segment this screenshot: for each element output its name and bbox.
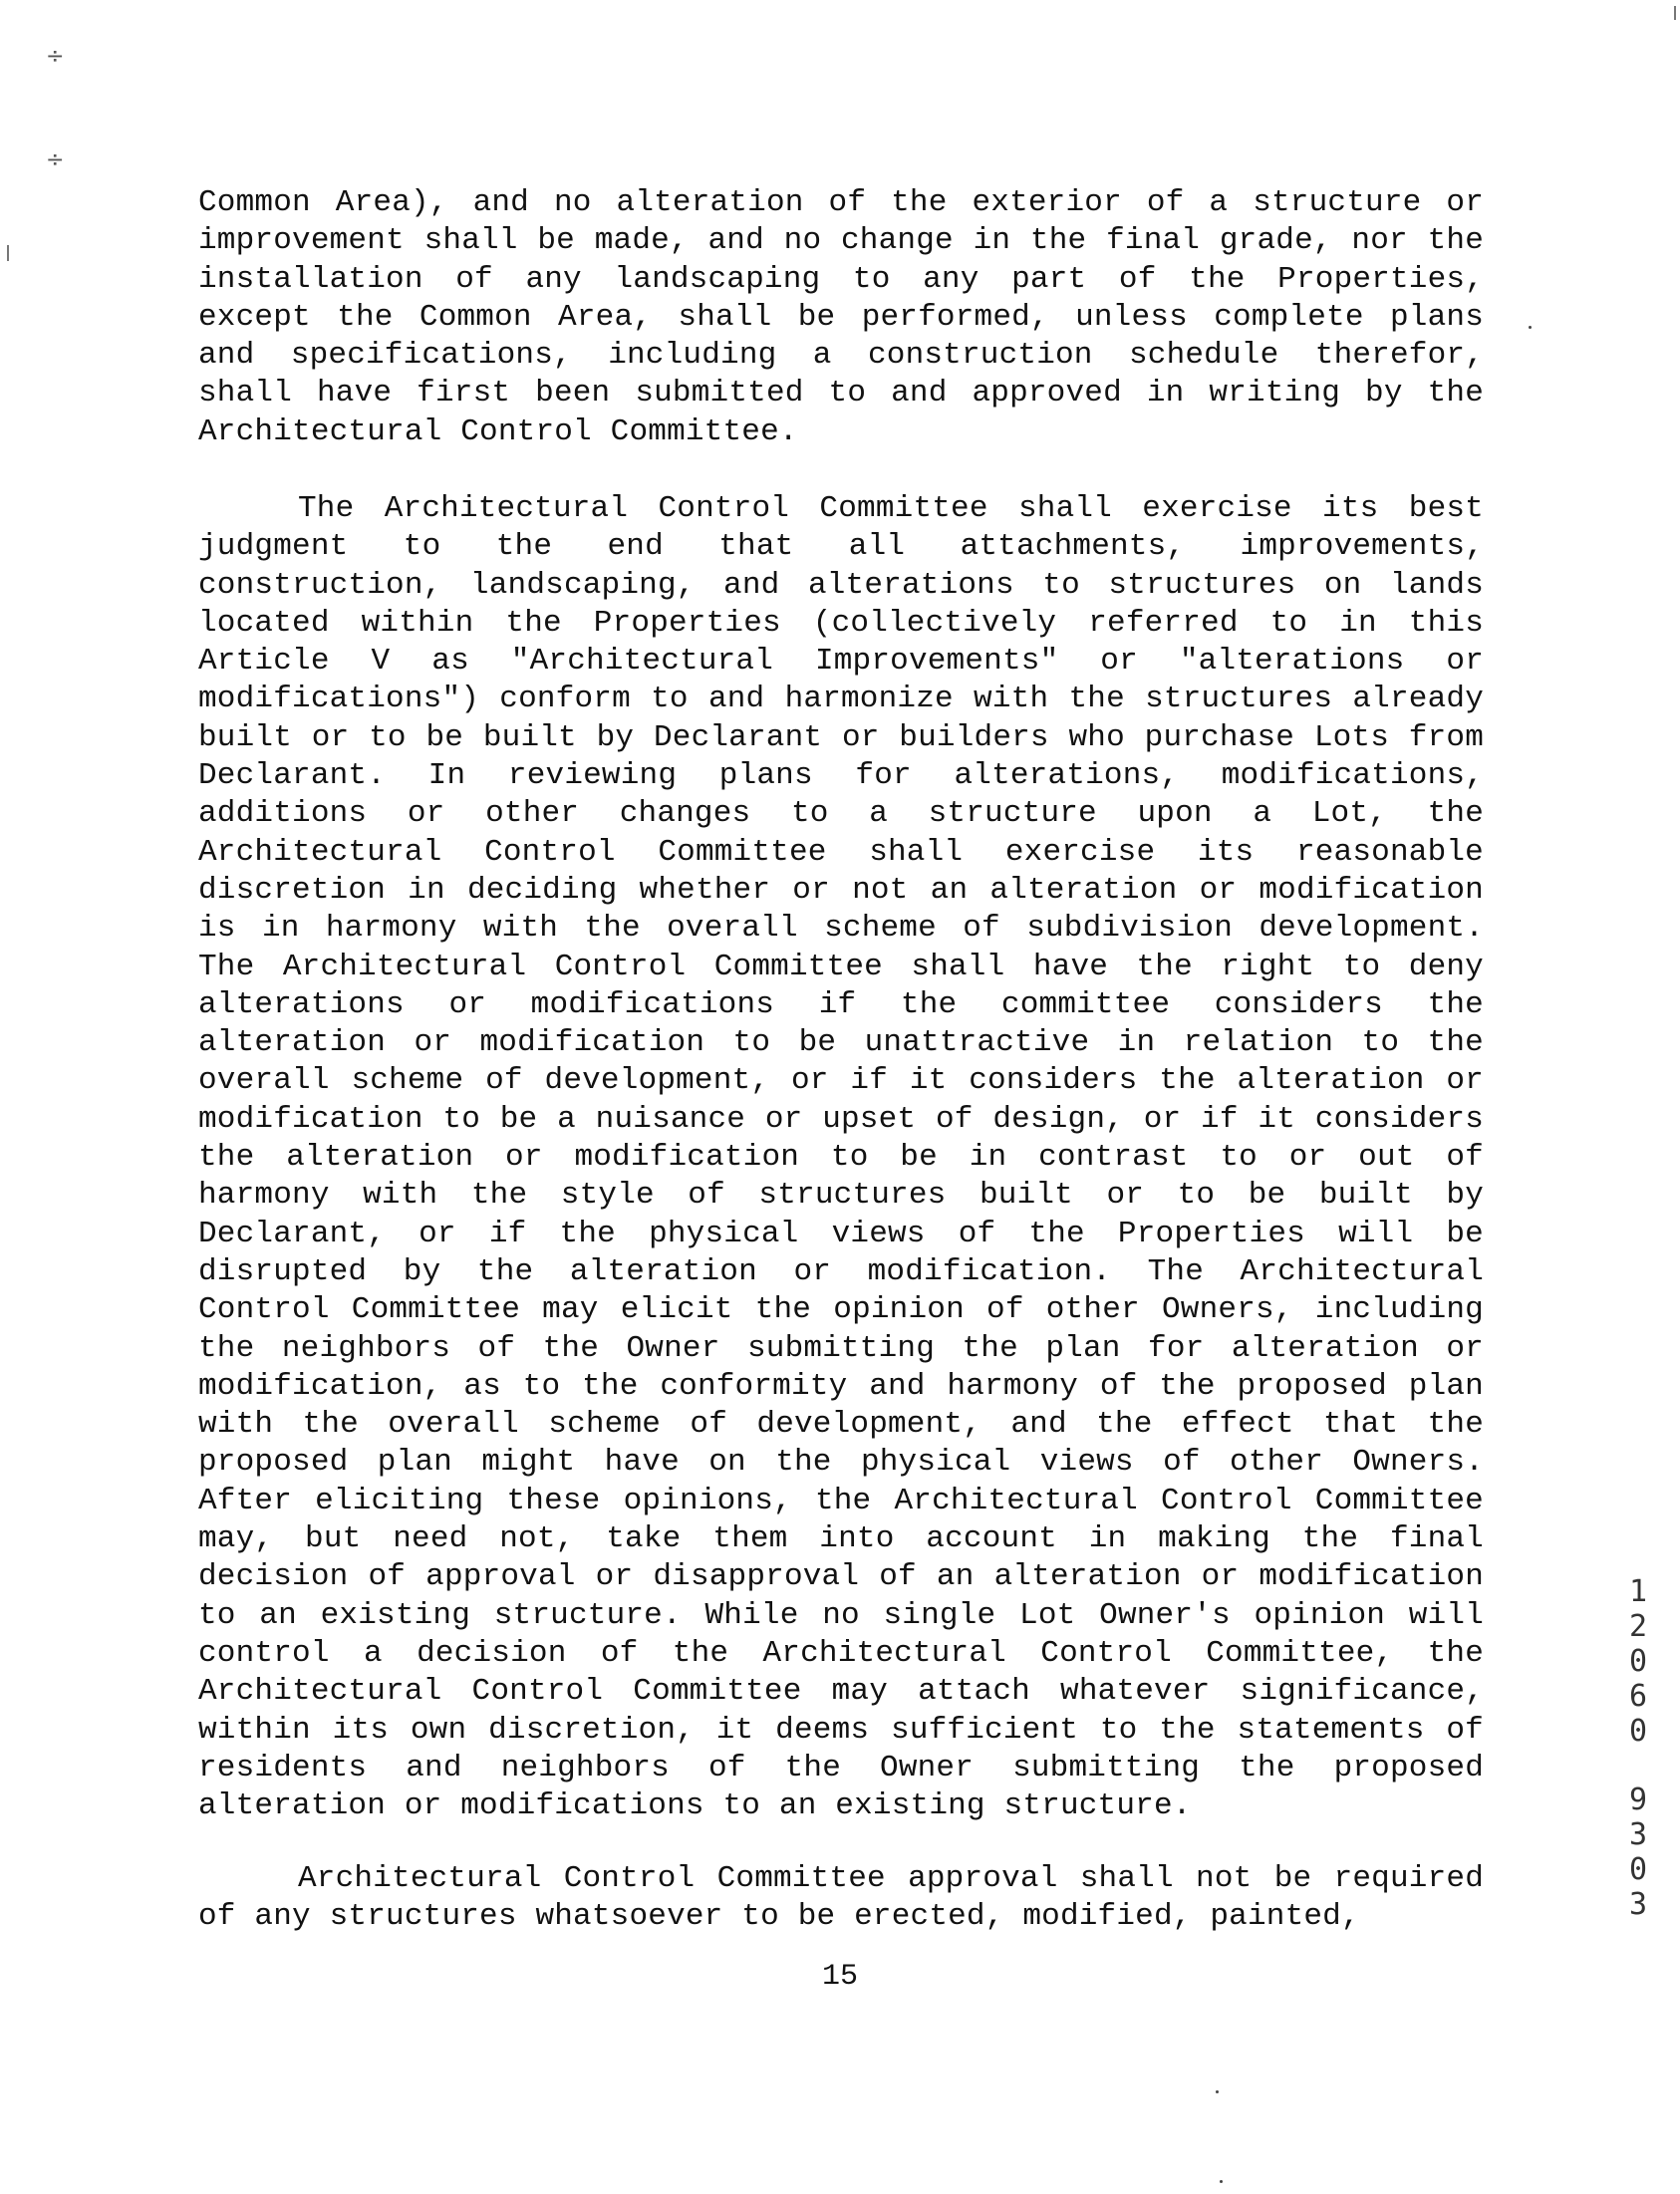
stamp-digit: 1 xyxy=(1628,1574,1648,1609)
stamp-digit: 9 xyxy=(1628,1783,1648,1817)
stamp-gap xyxy=(1620,1749,1656,1783)
stamp-digit: 3 xyxy=(1628,1817,1648,1852)
scan-speck xyxy=(1216,2090,1219,2093)
scan-edge-tick xyxy=(1674,6,1676,20)
body-paragraph: Common Area), and no alteration of the exterior of a structure or improvement shall be made, and no change in the final grade, nor the installation of any landscaping to any part of the Properties, except the Common Area, shall be performed, unless complete plans and specifications, including a construction schedule therefor, shall have first been submitted to and approved in writing by the Architectural Control Committee. xyxy=(198,185,1484,449)
stamp-digit: 0 xyxy=(1628,1714,1648,1749)
scan-artifact-mark: ÷ xyxy=(46,147,65,172)
scan-speck xyxy=(1529,326,1532,329)
page-number: 15 xyxy=(821,1960,858,1994)
stamp-digit: 2 xyxy=(1628,1609,1648,1644)
scan-speck xyxy=(1220,2180,1223,2183)
scan-artifact-mark: ÷ xyxy=(46,44,65,69)
recording-number-stamp xyxy=(1620,1574,1656,1922)
scan-edge-tick xyxy=(7,245,9,261)
stamp-digit: 3 xyxy=(1628,1887,1648,1922)
stamp-digit: 6 xyxy=(1628,1679,1648,1714)
body-paragraph: The Architectural Control Committee shall exercise its best judgment to the end that all attachments, improvements, construction, landscaping, and alterations to structures on lands located within the Properties (collectively referred to in this Article V as "Architectural Improvements" or "alterations or modifications") conform to and harmonize with the structures already built or to be built by Declarant or builders who purchase Lots from Declarant. In reviewing plans for alterations, modifications, additions or other changes to a structure upon a Lot, the Architectural Control Committee shall exercise its reasonable discretion in deciding whether or not an alteration or modification is in harmony with the overall scheme of subdivision development. The Architectural Control Committee shall have the right to deny alterations or modifications if the committee considers the alteration or modification to be unattractive in relation to the overall scheme of development, or if it considers the alteration or modification to be a nuisance or upset of design, or if it considers the alteration or modification to be in contrast to or out of harmony with the style of structures built or to be built by Declarant, or if the physical views of the Properties will be disrupted by the alteration or modification. The Architectural Control Committee may elicit the opinion of other Owners, including the neighbors of the Owner submitting the plan for alteration or modification, as to the conformity and harmony of the proposed plan with the overall scheme of development, and the effect that the proposed plan might have on the physical views of other Owners. After eliciting these opinions, the Architectural Control Committee may, but need not, take them into account in making the final decision of approval or disapproval of an alteration or modification to an existing structure. While no single Lot Owner's opinion will control a decision of the Architectural Control Committee, the Architectural Control Committee may attach whatever significance, within its own discretion, it deems sufficient to the statements of residents and neighbors of the Owner submitting the proposed alteration or modifications to an existing structure. xyxy=(198,491,1484,1824)
stamp-digit: 0 xyxy=(1628,1852,1648,1887)
stamp-digit: 0 xyxy=(1628,1644,1648,1679)
body-paragraph: Architectural Control Committee approval shall not be required of any structures whatsoever to be erected, modified, painted, xyxy=(198,1861,1484,1935)
